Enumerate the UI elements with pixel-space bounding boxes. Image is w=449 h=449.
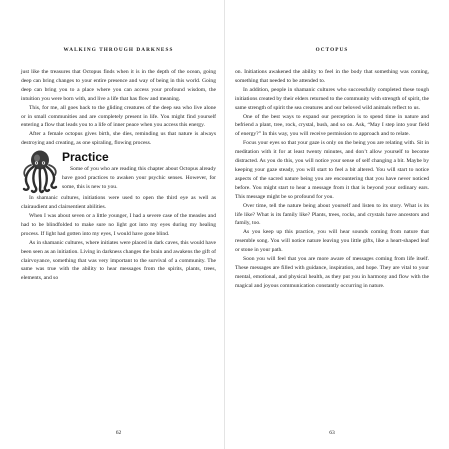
- left-paragraph-1: just like the treasures that Octopus finds when it is in the depth of the ocean, going deep can bring changes to your entire presence and way of being in this world. Going deep can bring you to a place where you can access your profound wisdom, the intuition you were born with, and live a life that has flow and meaning.: [21, 69, 216, 102]
- right-page-number: 63: [329, 430, 335, 436]
- practice-heading: Practice: [62, 150, 109, 165]
- practice-intro: Some of you who are reading this chapter about Octopus already have good practices to awaken your psychic senses. However, for some, this is new to you.: [62, 166, 216, 190]
- right-paragraph-7: Soon you will feel that you are more aware of messages coming from life itself. These messages are filled with guidance, inspiration, and hope. They are vital to your mental, emotional, and physical health, as they put you in harmony and flow with the magical and joyous communication constantly occurring in nature.: [235, 256, 429, 289]
- right-page: [225, 0, 449, 449]
- left-paragraph-4: In shamanic cultures, initiations were used to open the third eye as well as clairaudient and clairsentient abilities.: [21, 195, 216, 211]
- left-page-number: 62: [115, 430, 122, 436]
- left-paragraph-2: This, for me, all goes back to the gliding creatures of the deep sea who live alone or in small communities and are completely present in life. You might find yourself entering a flow that leads you to a life of inner peace when you access this energy.: [21, 104, 216, 129]
- right-paragraph-5: Over time, tell the nature being about yourself and listen to its story. What is its life like? What is its family like? Plants, trees, rocks, and crystals have ancestors and family, too.: [235, 202, 429, 227]
- left-page: [0, 0, 224, 449]
- left-paragraph-3: After a female octopus gives birth, she dies, reminding us that nature is always destroying and creating, as one spiraling, flowing process.: [21, 131, 216, 147]
- right-paragraph-6: As you keep up this practice, you will hear sounds coming from nature that resemble song. You will notice nature leaving you little gifts, like a heart-shaped leaf or stone in your path.: [235, 229, 429, 254]
- octopus-icon: [22, 150, 58, 194]
- left-page-body: [21, 68, 216, 283]
- left-paragraph-6: As in shamanic cultures, where initiates were placed in dark caves, this would have been seen as an initiation. Living in darkness changes the brain and awakens the gift of clairvoyance, something that was very important to the survival of a community. The same was true with the ability to hear messages from the spirits, plants, trees, elements, and so: [21, 239, 216, 282]
- practice-section: [21, 150, 216, 194]
- left-paragraph-5: When I was about seven or a little younger, I had a severe case of the measles and had to be blindfolded to make sure no light got into my eyes during my healing process. If light had gotten into my eyes, I would have gone blind.: [21, 212, 216, 237]
- left-running-head: WALKING THROUGH DARKNESS: [63, 47, 174, 53]
- right-running-head: OCTOPUS: [315, 47, 349, 53]
- right-page-body: [235, 68, 429, 291]
- right-paragraph-2: In addition, people in shamanic cultures who successfully completed these tough initiations created by their elders returned to the community with strength of spirit, the same strength of spirit the sea creatures and our beloved wild animals reflect to us.: [235, 86, 429, 111]
- right-paragraph-1: on. Initiations awakened the ability to feel in the body that something was coming, something that needed to be attended to.: [235, 69, 429, 84]
- right-paragraph-3: One of the best ways to expand our perception is to spend time in nature and befriend a plant, tree, rock, crystal, bush, and so on. Ask, “May I step into your field of energy?” In this way, you will receive permission to approach and to relate.: [235, 113, 429, 138]
- right-paragraph-4: Focus your eyes so that your gaze is only on the being you are relating with. Sit in meditation with it for at least twenty minutes, and don’t allow yourself to become distracted. As you do this, you will notice your sense of self changing a bit. Maybe by keeping your gaze steady, you will start to feel a bit altered. You will start to notice aspects of the sacred nature being you are encountering that you have never noticed before. You might start to hear a message from it that is beyond your ordinary ears. This message might be so profound for you.: [235, 140, 429, 200]
